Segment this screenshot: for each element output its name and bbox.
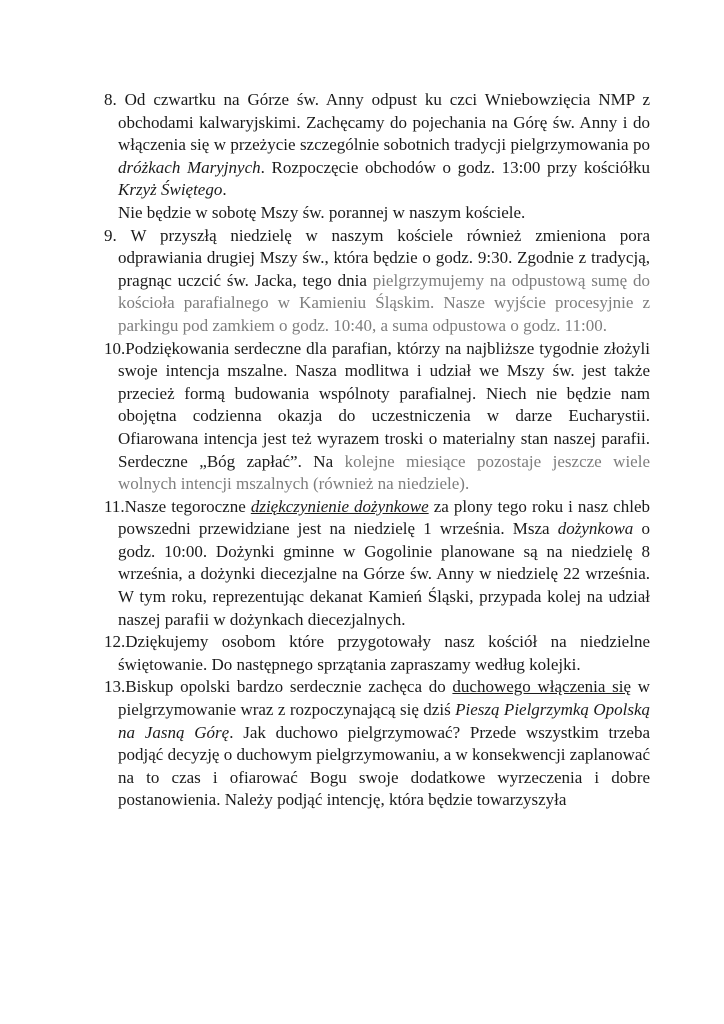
- text-run: pielgrzymujemy na odpustową sumę do kościoła parafialnego w Kamieniu Śląskim. Nasze wyjście procesyjnie z parkingu pod zamkiem o godz. 10:40, a suma odpustowa o godz. 11:00.: [118, 270, 650, 335]
- announcement-item: [104, 89, 650, 225]
- text-run: Nie będzie w sobotę Mszy św. porannej w naszym kościele.: [118, 202, 526, 222]
- text-run: Podziękowania serdeczne dla parafian, którzy na najbliższe tygodnie złożyli swoje intencja mszalne. Nasza modlitwa i udział we Mszy św. jest także przecież formą budowania wspólnoty parafialnej. Niech nie będzie nam obojętna codzienna okazja do uczestniczenia w darze Eucharystii. Ofiarowana intencja jest też wyrazem troski o materialny stan naszej parafii. Serdeczne „Bóg zapłać”. Na: [118, 338, 650, 471]
- text-run: Dziękujemy osobom które przygotowały nasz kościół na niedzielne świętowanie. Do następnego sprzątania zapraszamy według kolejki.: [118, 632, 650, 674]
- text-run: dożynkowa: [557, 519, 634, 539]
- item-number: 12.: [104, 632, 126, 652]
- text-run: . Jak duchowo pielgrzymować? Przede wszystkim trzeba podjąć decyzję o duchowym pielgrzymowaniu, a w konsekwencji zaplanować na to czas i ofiarować Bogu swoje dodatkowe wyrzeczenia i dobre postanowienia. Należy podjąć intencję, która będzie towarzyszyła: [118, 722, 651, 810]
- item-number: 8.: [104, 90, 125, 109]
- text-run: W przyszłą niedzielę w naszym kościele również zmieniona pora odprawiania drugiej Mszy św., która będzie o godz. 9:30. Zgodnie z tradycją, pragnąc uczcić św. Jacka, tego dnia: [118, 225, 650, 290]
- text-run: kolejne miesiące pozostaje jeszcze wiele wolnych intencji mszalnych (również na niedziele).: [118, 451, 650, 494]
- text-run: . Rozpoczęcie obchodów o godz. 13:00 przy kościółku: [260, 157, 650, 177]
- text-run: .: [222, 180, 227, 200]
- text-run: za plony tego roku i nasz chleb powszedni przewidziane jest na niedzielę 1 września. Msza: [118, 496, 650, 539]
- item-number: 11.: [104, 496, 125, 516]
- text-run: duchowego włączenia się: [452, 677, 632, 697]
- text-run: Krzyż Świętego: [118, 180, 223, 200]
- text-run: w pielgrzymowanie wraz z rozpoczynającą się dziś: [118, 677, 651, 720]
- item-number: 9.: [104, 225, 131, 245]
- announcement-item: [104, 338, 650, 496]
- item-number: 10.: [104, 338, 126, 358]
- announcement-item: [104, 496, 650, 632]
- text-run: dziękczynienie dożynkowe: [250, 496, 429, 516]
- text-run: o godz. 10:00. Dożynki gminne w Gogolinie planowane są na niedzielę 8 września, a dożynki diecezjalne na Górze św. Anny w niedzielę 22 września. W tym roku, reprezentując dekanat Kamień Śląski, przypada kolej na udział naszej parafii w dożynkach diecezjalnych.: [118, 519, 650, 629]
- announcement-list: [104, 89, 650, 812]
- item-number: 13.: [104, 677, 126, 697]
- text-run: Pieszą Pielgrzymką Opolską na Jasną Górę: [118, 700, 650, 742]
- announcement-item: [104, 631, 650, 676]
- text-run: dróżkach Maryjnych: [118, 157, 261, 177]
- text-run: Nasze tegoroczne: [124, 496, 251, 516]
- text-run: Biskup opolski bardzo serdecznie zachęca do: [125, 677, 453, 697]
- announcement-item: [104, 676, 650, 812]
- announcement-item: [104, 225, 650, 338]
- text-run: Od czwartku na Górze św. Anny odpust ku czci Wniebowzięcia NMP z obchodami kalwaryjskimi. Zachęcamy do pojechania na Górę św. Anny i do włączenia się w przeżycie szczególnie sobotnich tradycji pielgrzymowania po: [118, 90, 650, 155]
